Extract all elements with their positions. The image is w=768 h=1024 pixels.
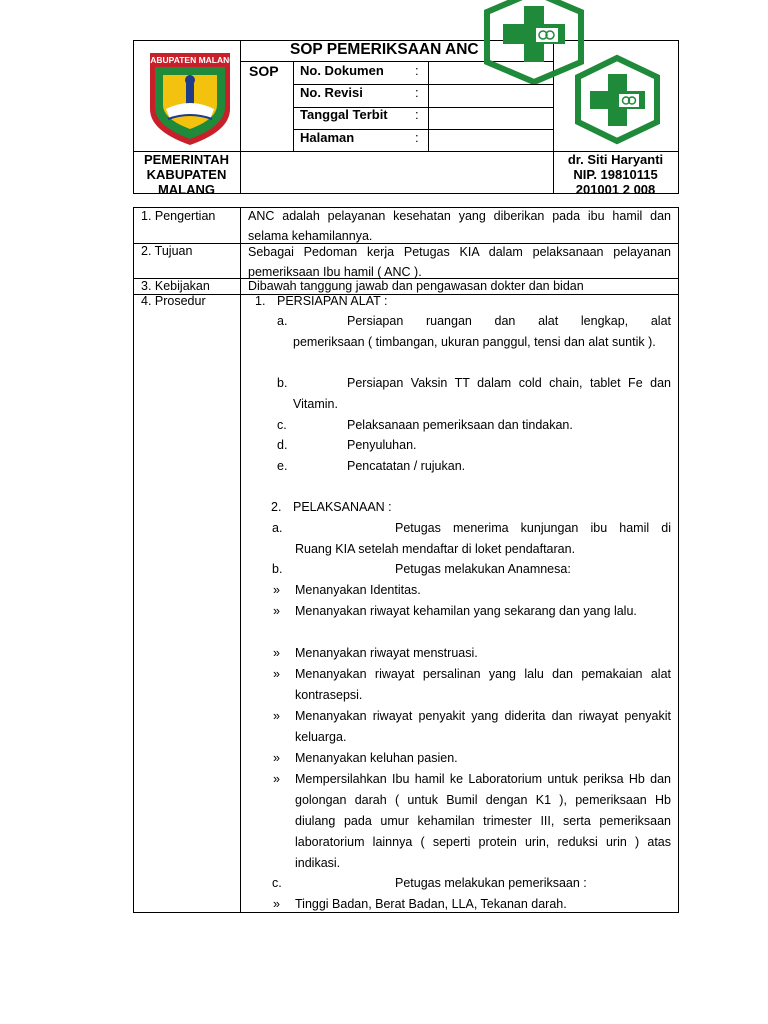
item-letter: b.: [277, 376, 288, 390]
bullet-item: Menanyakan riwayat penyakit yang diderita dan riwayat penyakit keluarga.: [295, 709, 671, 744]
item-letter: c.: [277, 418, 287, 432]
bullet-item: Mempersilahkan Ibu hamil ke Laboratorium untuk periksa Hb dan golongan darah ( untuk Bumil dengan K1 ), pemeriksaan Hb diulang pada umur kehamilan trimester III, serta pemeriksaan laboratorium lainnya ( seperti protein urin, reduksi urin ) atas indikasi.: [295, 772, 671, 870]
page-title: SOP PEMERIKSAAN ANC: [290, 41, 479, 58]
bullet-item: Menanyakan riwayat persalinan yang lalu dan pemakaian alat kontrasepsi.: [295, 667, 671, 702]
bullet-icon: »: [273, 751, 280, 765]
field-label-no-dokumen: No. Dokumen: [300, 63, 384, 78]
field-label-halaman: Halaman: [300, 130, 355, 145]
bullet-item: Tinggi Badan, Berat Badan, LLA, Tekanan darah.: [295, 897, 567, 911]
row-text-kebijakan: Dibawah tanggung jawab dan pengawasan dokter dan bidan: [248, 279, 584, 293]
list-item: Persiapan Vaksin TT dalam cold chain, tablet Fe dan Vitamin.: [293, 376, 671, 411]
list-item: Petugas menerima kunjungan ibu hamil di Ruang KIA setelah mendaftar di loket pendaftaran.: [295, 521, 671, 556]
field-sep: :: [415, 107, 419, 122]
list-item: Petugas melakukan Anamnesa:: [395, 562, 571, 576]
list-item: Penyuluhan.: [347, 438, 417, 452]
row-label-prosedur: 4. Prosedur: [141, 294, 206, 308]
item-letter: e.: [277, 459, 288, 473]
puskesmas-logo-overlay: [481, 0, 587, 84]
item-letter: a.: [272, 521, 283, 535]
bullet-icon: »: [273, 772, 280, 786]
section-num: 1.: [255, 294, 266, 308]
bullet-item: Menanyakan riwayat menstruasi.: [295, 646, 478, 660]
section-num: 2.: [271, 500, 282, 514]
item-letter: a.: [277, 314, 288, 328]
field-sep: :: [415, 85, 419, 100]
item-letter: d.: [277, 438, 288, 452]
bullet-icon: »: [273, 897, 280, 911]
row-label-pengertian: 1. Pengertian: [141, 209, 216, 223]
signatory: dr. Siti Haryanti NIP. 19810115 201001 2 008: [567, 152, 664, 197]
field-sep: :: [415, 63, 419, 78]
item-letter: c.: [272, 876, 282, 890]
list-item: Pencatatan / rujukan.: [347, 459, 466, 473]
list-item: Persiapan ruangan dan alat lengkap, alat pemeriksaan ( timbangan, ukuran panggul, tensi dan alat suntik ).: [293, 314, 671, 349]
section-title-persiapan: PERSIAPAN ALAT :: [277, 294, 388, 308]
field-label-no-revisi: No. Revisi: [300, 85, 363, 100]
field-sep: :: [415, 130, 419, 145]
field-label-tanggal-terbit: Tanggal Terbit: [300, 107, 388, 122]
bullet-item: Menanyakan keluhan pasien.: [295, 751, 458, 765]
bullet-icon: »: [273, 709, 280, 723]
bullet-icon: »: [273, 646, 280, 660]
item-letter: b.: [272, 562, 283, 576]
logo-lettering: KABUPATEN MALANG: [144, 55, 236, 65]
bullet-icon: »: [273, 667, 280, 681]
bullet-icon: »: [273, 583, 280, 597]
list-item: Petugas melakukan pemeriksaan :: [395, 876, 587, 890]
row-text-pengertian: ANC adalah pelayanan kesehatan yang diberikan pada ibu hamil dan selama kehamilannya.: [248, 209, 671, 243]
row-label-kebijakan: 3. Kebijakan: [141, 279, 210, 293]
org-name: PEMERINTAH KABUPATEN MALANG: [144, 152, 229, 197]
list-item: Pelaksanaan pemeriksaan dan tindakan.: [347, 418, 573, 432]
bullet-item: Menanyakan riwayat kehamilan yang sekarang dan yang lalu.: [295, 604, 637, 618]
bullet-icon: »: [273, 604, 280, 618]
sop-label: SOP: [249, 63, 279, 79]
row-label-tujuan: 2. Tujuan: [141, 244, 193, 258]
kabupaten-malang-logo: [144, 49, 236, 148]
row-text-tujuan: Sebagai Pedoman kerja Petugas KIA dalam pelaksanaan pelayanan pemeriksaan Ibu hamil ( ANC ).: [248, 245, 671, 279]
section-title-pelaksanaan: PELAKSANAAN :: [293, 500, 392, 514]
bullet-item: Menanyakan Identitas.: [295, 583, 421, 597]
